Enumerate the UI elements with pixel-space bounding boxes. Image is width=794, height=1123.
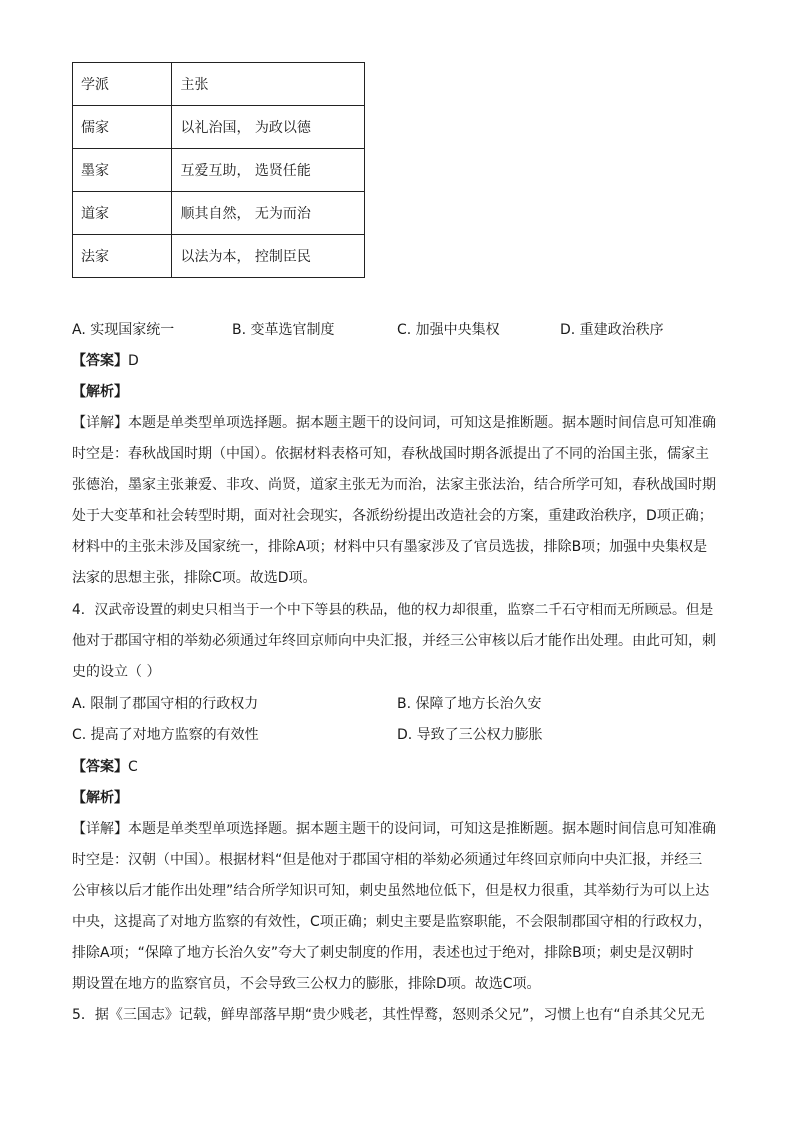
table-row: [73, 106, 365, 149]
q3-answer: [72, 351, 139, 371]
table-cell: 墨家: [73, 149, 172, 192]
table-cell: 儒家: [73, 106, 172, 149]
q4-detail-line: 【详解】本题是单类型单项选择题。据本题主题干的设问词，可知这是推断题。据本题时间信息可知准确: [72, 821, 716, 837]
table-header-cell: 主张: [172, 63, 365, 106]
table-cell: 以法为本， 控制臣民: [172, 235, 365, 278]
table-cell: 顺其自然， 无为而治: [172, 192, 365, 235]
schools-table: [72, 62, 365, 278]
q3-analysis-label: 【解析】: [72, 384, 128, 400]
q4-answer: [72, 757, 138, 777]
table-header-row: [73, 63, 365, 106]
q4-detail-line: 排除A项；“保障了地方长治久安”夸大了刺史制度的作用，表述也过于绝对，排除B项；刺史是汉朝时: [72, 945, 694, 961]
q3-option-a: A. 实现国家统一: [72, 322, 175, 338]
answer-label: 【答案】: [72, 353, 128, 369]
q4-option-a: A. 限制了郡国守相的行政权力: [72, 696, 259, 712]
q4-stem-line: 史的设立（ ）: [72, 664, 161, 680]
answer-value: D: [128, 353, 139, 369]
table-header-cell: 学派: [73, 63, 172, 106]
table-row: [73, 192, 365, 235]
table-cell: 法家: [73, 235, 172, 278]
table-row: [73, 149, 365, 192]
q3-detail-line: 处于大变革和社会转型时期，面对社会现实，各派纷纷提出改造社会的方案，重建政治秩序，D项正确；: [72, 508, 713, 524]
q4-detail-line: 中央，这提高了对地方监察的有效性，C项正确；刺史主要是监察职能，不会限制郡国守相的行政权力，: [72, 914, 712, 930]
q3-option-d: D. 重建政治秩序: [560, 322, 664, 338]
q5-stem-line: 5．据《三国志》记载，鲜卑部落早期“贵少贱老，其性悍鹜，怒则杀父兄”，习惯上也有“自杀其父兄无: [72, 1007, 705, 1023]
answer-value: C: [128, 759, 138, 775]
q4-detail-line: 期设置在地方的监察官员，不会导致三公权力的膨胀，排除D项。故选C项。: [72, 976, 541, 992]
q4-detail-line: 时空是：汉朝（中国）。根据材料“但是他对于郡国守相的举劾必须通过年终回京师向中央汇报，并经三: [72, 852, 703, 868]
table-cell: 道家: [73, 192, 172, 235]
table-cell: 以礼治国， 为政以德: [172, 106, 365, 149]
q4-analysis-label: 【解析】: [72, 790, 128, 806]
table-row: [73, 235, 365, 278]
q4-detail-line: 公审核以后才能作出处理”结合所学知识可知，刺史虽然地位低下，但是权力很重，其举劾行为可以上达: [72, 883, 710, 899]
q4-stem-line: 4．汉武帝设置的刺史只相当于一个中下等县的秩品，他的权力却很重，监察二千石守相而无所顾忌。但是: [72, 602, 714, 618]
answer-label: 【答案】: [72, 759, 128, 775]
q3-option-b: B. 变革选官制度: [232, 322, 335, 338]
q3-detail-line: 张德治，墨家主张兼爱、非攻、尚贤，道家主张无为而治，法家主张法治，结合所学可知，春秋战国时期: [72, 477, 716, 493]
q3-detail-line: 材料中的主张未涉及国家统一，排除A项；材料中只有墨家涉及了官员选拔，排除B项；加强中央集权是: [72, 539, 708, 555]
q4-stem-line: 他对于郡国守相的举劾必须通过年终回京师向中央汇报，并经三公审核以后才能作出处理。由此可知，刺: [72, 633, 716, 649]
q4-option-c: C. 提高了对地方监察的有效性: [72, 727, 259, 743]
q3-detail-line: 【详解】本题是单类型单项选择题。据本题主题干的设问词，可知这是推断题。据本题时间信息可知准确: [72, 415, 716, 431]
q4-option-b: B. 保障了地方长治久安: [397, 696, 542, 712]
q4-option-d: D. 导致了三公权力膨胀: [397, 727, 543, 743]
q3-detail-line: 时空是：春秋战国时期（中国）。依据材料表格可知，春秋战国时期各派提出了不同的治国主张，儒家主: [72, 446, 709, 462]
q3-option-c: C. 加强中央集权: [397, 322, 500, 338]
q3-detail-line: 法家的思想主张，排除C项。故选D项。: [72, 570, 317, 586]
table-cell: 互爱互助， 选贤任能: [172, 149, 365, 192]
